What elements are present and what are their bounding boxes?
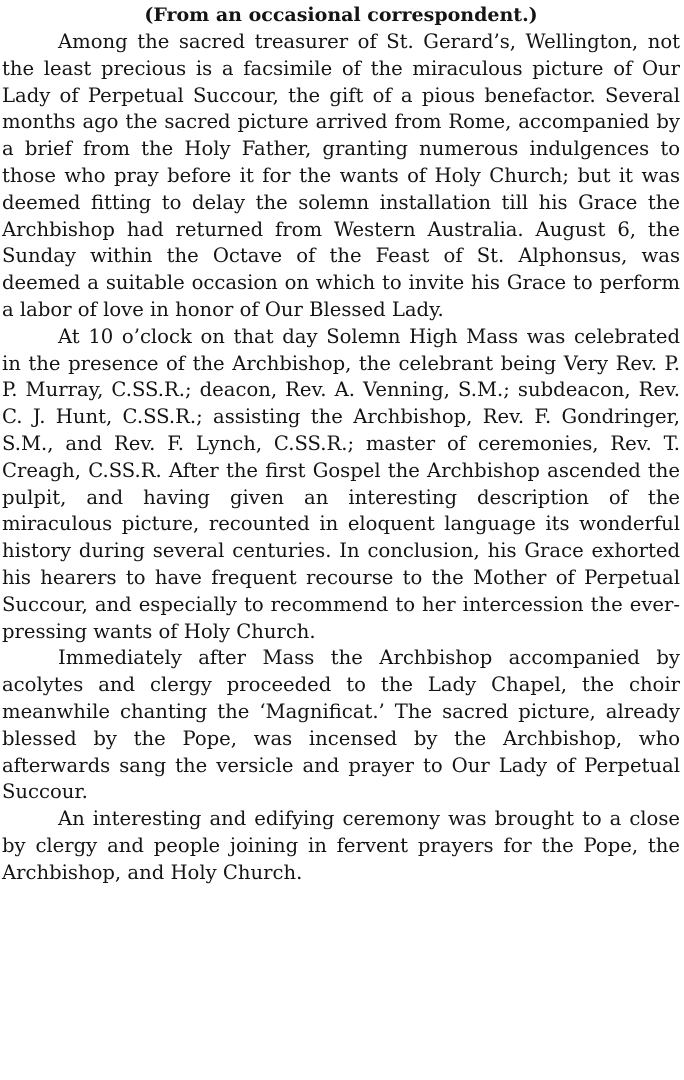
article-paragraph-4: An interesting and edifying ceremony was brought to a close by clergy and people joining in fervent prayers for the Pope, the Archbishop, and Holy Church. (2, 807, 680, 884)
article-paragraph-2: At 10 o’clock on that day Solemn High Mass was celebrated in the presence of the Archbishop, the celebrant being Very Rev. P. P. Murray, C.SS.R.; deacon, Rev. A. Venning, S.M.; subdeacon, Rev. C. J. Hunt, C.SS.R.; assisting the Archbishop, Rev. F. Gondringer, S.M., and Rev. F. Lynch, C.SS.R.; master of ceremonies, Rev. T. Creagh, C.SS.R. After the first Gospel the Archbishop ascended the pulpit, and having given an interesting description of the miraculous picture, recounted in eloquent language its wonderful history during several centuries. In conclusion, his Grace exhorted his hearers to have frequent recourse to the Mother of Perpetual Succour, and especially to recommend to her intercession the ever-pressing wants of Holy Church. (2, 324, 680, 643)
article-byline: (From an occasional correspondent.) (144, 4, 538, 26)
article-paragraph-3: Immediately after Mass the Archbishop accompanied by acolytes and clergy proceeded to the Lady Chapel, the choir meanwhile chanting the ‘Magnificat.’ The sacred picture, already blessed by the Pope, was incensed by the Archbishop, who afterwards sang the versicle and prayer to Our Lady of Perpetual Succour. (2, 646, 680, 804)
article-paragraph-1: Among the sacred treasurer of St. Gerard’s, Wellington, not the least precious is a facsimile of the miraculous picture of Our Lady of Perpetual Succour, the gift of a pious benefactor. Several months ago the sacred picture arrived from Rome, accompanied by a brief from the Holy Father, granting numerous indulgences to those who pray before it for the wants of Holy Church; but it was deemed fitting to delay the solemn installation till his Grace the Archbishop had returned from Western Australia. August 6, the Sunday within the Octave of the Feast of St. Alphonsus, was deemed a suitable occasion on which to invite his Grace to perform a labor of love in honor of Our Blessed Lady. (2, 30, 680, 321)
